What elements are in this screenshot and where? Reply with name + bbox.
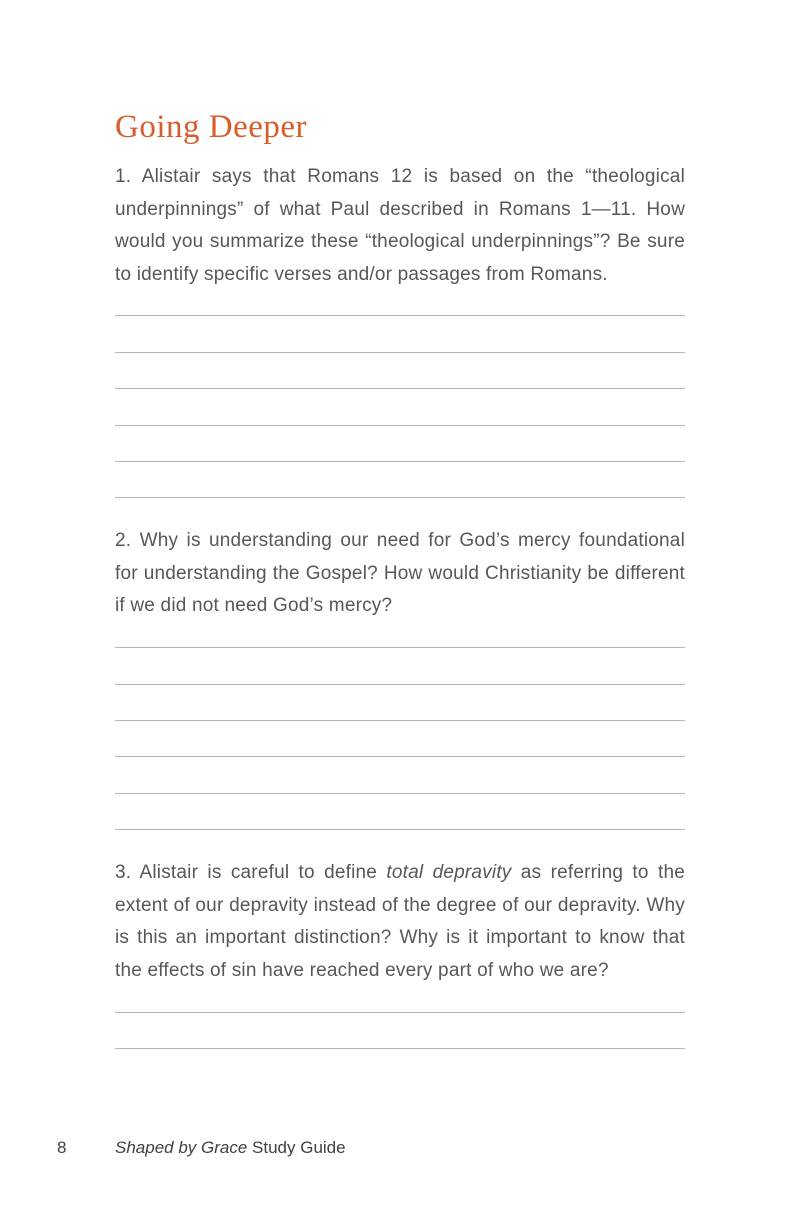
answer-line — [115, 648, 685, 684]
answer-line — [115, 757, 685, 793]
answer-line — [115, 462, 685, 498]
answer-line — [115, 794, 685, 830]
answer-line — [115, 721, 685, 757]
answer-lines-group-2 — [115, 612, 685, 830]
question-3-part2: as referring to the extent of our depravity instead of the degree of our depravity. Why is this an important distinction? Why is it important to know that the effects of sin have reached every part of who we are? — [115, 862, 685, 981]
answer-line — [115, 353, 685, 389]
question-3-text — [115, 857, 685, 987]
answer-line — [115, 389, 685, 425]
answer-line — [115, 685, 685, 721]
footer-suffix: Study Guide — [247, 1138, 346, 1157]
answer-line — [115, 426, 685, 462]
question-1-text: 1. Alistair says that Romans 12 is based on the “theological underpinnings” of what Paul described in Romans 1—11. How would you summarize these “theological underpinnings”? Be sure to identify specific verses and/or passages from Romans. — [115, 166, 685, 285]
page-number: 8 — [57, 1138, 67, 1157]
answer-line — [115, 316, 685, 352]
answer-lines-group-1 — [115, 280, 685, 498]
question-3-part1: 3. Alistair is careful to define — [115, 862, 387, 884]
footer-book-title: Shaped by Grace — [115, 1138, 248, 1157]
page-content — [115, 110, 685, 1049]
question-3-italic-term: total depravity — [386, 862, 512, 884]
footer-text — [115, 1138, 346, 1158]
question-2-text: 2. Why is understanding our need for God’s mercy foundational for understanding the Gospel? How would Christianity be different if we did not need God’s mercy? — [115, 530, 685, 617]
page-title: Going Deeper — [115, 109, 308, 145]
answer-line — [115, 1013, 685, 1049]
